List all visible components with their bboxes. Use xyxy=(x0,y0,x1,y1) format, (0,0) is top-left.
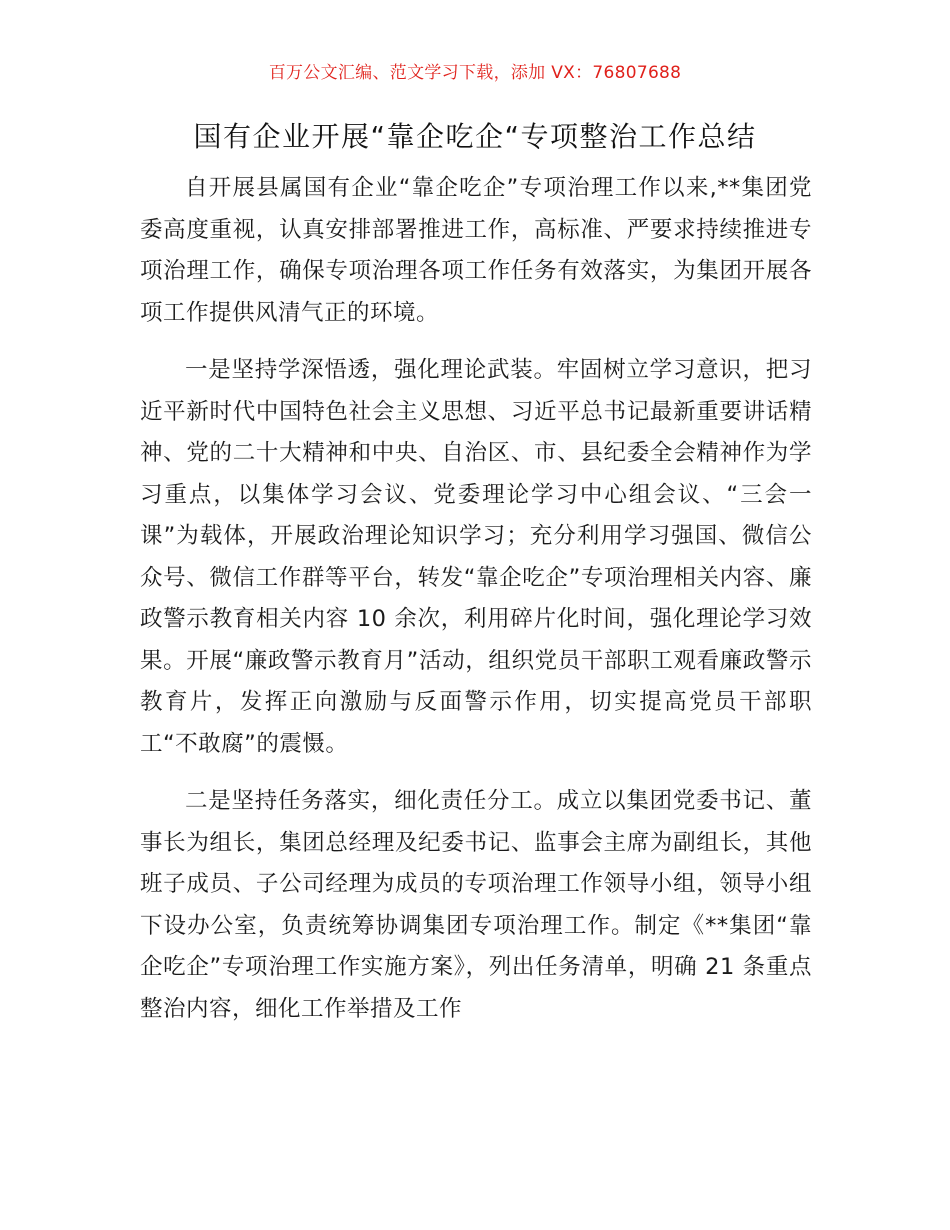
document-body xyxy=(140,168,812,1046)
paragraph-intro: 自开展县属国有企业“靠企吃企”专项治理工作以来,**集团党委高度重视，认真安排部署推进工作，高标准、严要求持续推进专项治理工作，确保专项治理各项工作任务有效落实，为集团开展各项工作提供风清气正的环境。 xyxy=(140,175,812,326)
paragraph-task-implementation: 二是坚持任务落实，细化责任分工。成立以集团党委书记、董事长为组长，集团总经理及纪委书记、监事会主席为副组长，其他班子成员、子公司经理为成员的专项治理工作领导小组，领导小组下设办公室，负责统筹协调集团专项治理工作。制定《**集团“靠企吃企”专项治理工作实施方案》，列出任务清单，明确 21 条重点整治内容，细化工作举措及工作 xyxy=(140,788,812,1022)
document-title: 国有企业开展“靠企吃企“专项整治工作总结 xyxy=(193,120,757,153)
paragraph-theory-study: 一是坚持学深悟透，强化理论武装。牢固树立学习意识，把习近平新时代中国特色社会主义思想、习近平总书记最新重要讲话精神、党的二十大精神和中央、自治区、市、县纪委全会精神作为学习重点，以集体学习会议、党委理论学习中心组会议、“三会一课”为载体，开展政治理论知识学习；充分利用学习强国、微信公众号、微信工作群等平台，转发“靠企吃企”专项治理相关内容、廉政警示教育相关内容 10 余次，利用碎片化时间，强化理论学习效果。开展“廉政警示教育月”活动，组织党员干部职工观看廉政警示教育片，发挥正向激励与反面警示作用，切实提高党员干部职工“不敢腐”的震慑。 xyxy=(140,357,812,757)
watermark-header: 百万公文汇编、范文学习下载，添加 VX：76807688 xyxy=(268,63,682,83)
